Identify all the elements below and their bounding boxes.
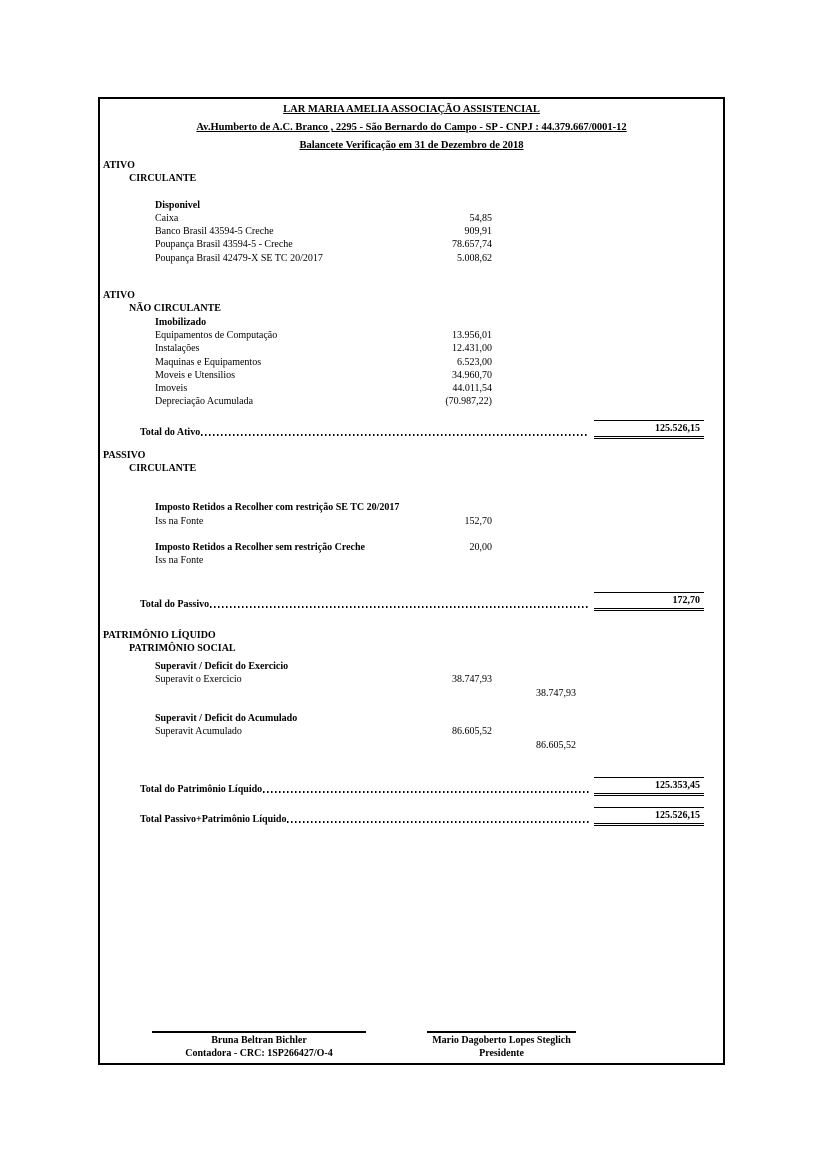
row-label: PASSIVO bbox=[103, 449, 146, 461]
total-label: Total do Patrimônio Líquido bbox=[140, 783, 263, 795]
total-row bbox=[100, 421, 723, 439]
page-subtitle: Balancete Verificação em 31 de Dezembro de 2018 bbox=[299, 140, 524, 151]
section-heading bbox=[100, 629, 723, 642]
row-label: Superavit / Deficit do Exercicio bbox=[155, 661, 289, 673]
row-label: CIRCULANTE bbox=[129, 463, 197, 475]
signature-left bbox=[152, 1031, 366, 1060]
row-label: CIRCULANTE bbox=[129, 173, 197, 185]
value-col1: 13.956,01 bbox=[452, 329, 492, 341]
balance-sheet-page bbox=[98, 97, 725, 1065]
spacer bbox=[100, 752, 723, 778]
account-row bbox=[100, 673, 723, 686]
row-label: Superavit o Exercicio bbox=[155, 674, 242, 686]
value-col2: 38.747,93 bbox=[536, 687, 576, 699]
spacer bbox=[100, 152, 723, 159]
group-heading bbox=[100, 541, 723, 554]
row-label: Imposto Retidos a Recolher sem restrição Creche bbox=[155, 541, 365, 553]
row-label: Superavit / Deficit do Acumulado bbox=[155, 713, 298, 725]
account-row bbox=[100, 356, 723, 369]
spacer bbox=[100, 611, 723, 629]
signature-left-title: Contadora - CRC: 1SP266427/O-4 bbox=[185, 1048, 333, 1059]
row-label: Poupança Brasil 43594-5 - Creche bbox=[155, 239, 293, 251]
section-heading bbox=[100, 449, 723, 462]
row-label: Iss na Fonte bbox=[155, 555, 204, 567]
dotted-leader bbox=[201, 434, 589, 436]
subsection-heading bbox=[100, 302, 723, 315]
group-heading bbox=[100, 199, 723, 212]
value-col1: 6.523,00 bbox=[457, 356, 492, 368]
account-row bbox=[100, 382, 723, 395]
page-address: Av.Humberto de A.C. Branco , 2295 - São Bernardo do Campo - SP - CNPJ : 44.379.667/0001-12 bbox=[196, 122, 627, 133]
value-col1: 34.960,70 bbox=[452, 369, 492, 381]
row-label: Caixa bbox=[155, 212, 179, 224]
account-row bbox=[100, 515, 723, 528]
row-label: Depreciação Acumulada bbox=[155, 396, 254, 408]
subtotal-row bbox=[100, 687, 723, 700]
account-row bbox=[100, 342, 723, 355]
account-row bbox=[100, 252, 723, 265]
spacer bbox=[100, 528, 723, 541]
account-row bbox=[100, 395, 723, 408]
row-label: NÃO CIRCULANTE bbox=[129, 303, 221, 315]
row-label: PATRIMÔNIO SOCIAL bbox=[129, 642, 236, 654]
value-col1: 78.657,74 bbox=[452, 239, 492, 251]
account-row bbox=[100, 225, 723, 238]
total-value: 172,70 bbox=[594, 592, 704, 611]
total-value: 125.526,15 bbox=[594, 807, 704, 826]
subsection-heading bbox=[100, 642, 723, 655]
total-value: 125.353,45 bbox=[594, 777, 704, 796]
group-heading bbox=[100, 660, 723, 673]
value-col1: 12.431,00 bbox=[452, 343, 492, 355]
row-label: Maquinas e Equipamentos bbox=[155, 356, 262, 368]
subsection-heading bbox=[100, 172, 723, 185]
row-label: Imobilizado bbox=[155, 316, 207, 328]
total-row bbox=[100, 808, 723, 826]
subsection-heading bbox=[100, 462, 723, 475]
value-col1: 5.008,62 bbox=[457, 252, 492, 264]
row-label: Imoveis bbox=[155, 383, 188, 395]
subtotal-row bbox=[100, 739, 723, 752]
value-col1: 909,91 bbox=[464, 226, 492, 238]
row-label: Banco Brasil 43594-5 Creche bbox=[155, 226, 274, 238]
total-row bbox=[100, 778, 723, 796]
row-label: Superavit Acumulado bbox=[155, 726, 242, 738]
value-col1: 152,70 bbox=[464, 515, 492, 527]
total-label: Total Passivo+Patrimônio Líquido bbox=[140, 813, 287, 825]
spacer bbox=[100, 568, 723, 593]
value-col2: 86.605,52 bbox=[536, 739, 576, 751]
spacer bbox=[100, 475, 723, 501]
row-label: PATRIMÔNIO LÍQUIDO bbox=[103, 629, 216, 641]
value-col1: 20,00 bbox=[469, 541, 492, 553]
section-heading bbox=[100, 289, 723, 302]
row-label: Poupança Brasil 42479-X SE TC 20/2017 bbox=[155, 252, 323, 264]
value-col1: (70.987,22) bbox=[445, 396, 492, 408]
signature-right-name: Mario Dagoberto Lopes Steglich bbox=[432, 1035, 571, 1046]
spacer bbox=[100, 186, 723, 199]
row-label: ATIVO bbox=[103, 160, 135, 171]
signature-left-name: Bruna Beltran Bichler bbox=[211, 1035, 307, 1046]
total-row bbox=[100, 593, 723, 611]
total-label: Total do Ativo bbox=[140, 426, 201, 438]
value-col1: 44.011,54 bbox=[452, 383, 492, 395]
page-title: LAR MARIA AMELIA ASSOCIAÇÃO ASSISTENCIAL bbox=[283, 104, 540, 115]
dotted-leader bbox=[210, 606, 589, 608]
group-heading bbox=[100, 501, 723, 514]
section-heading bbox=[100, 159, 723, 172]
signature-right bbox=[427, 1031, 576, 1060]
value-col1: 54,85 bbox=[469, 212, 492, 224]
spacer bbox=[100, 439, 723, 449]
group-heading bbox=[100, 712, 723, 725]
row-label: Imposto Retidos a Recolher com restrição SE TC 20/2017 bbox=[155, 502, 400, 514]
balance-rows bbox=[100, 152, 723, 826]
row-label: ATIVO bbox=[103, 290, 135, 302]
row-label: Moveis e Utensilios bbox=[155, 369, 235, 381]
spacer bbox=[100, 265, 723, 289]
account-row bbox=[100, 212, 723, 225]
account-row bbox=[100, 725, 723, 738]
total-label: Total do Passivo bbox=[140, 598, 210, 610]
account-row bbox=[100, 238, 723, 251]
group-heading bbox=[100, 316, 723, 329]
signature-right-title: Presidente bbox=[479, 1048, 524, 1059]
dotted-leader bbox=[263, 791, 589, 793]
row-label: Disponivel bbox=[155, 199, 201, 211]
row-label: Equipamentos de Computação bbox=[155, 329, 278, 341]
spacer bbox=[100, 700, 723, 712]
total-value: 125.526,15 bbox=[594, 420, 704, 439]
dotted-leader bbox=[287, 821, 589, 823]
row-label: Instalações bbox=[155, 343, 200, 355]
account-row bbox=[100, 369, 723, 382]
row-label: Iss na Fonte bbox=[155, 515, 204, 527]
value-col1: 38.747,93 bbox=[452, 674, 492, 686]
account-row bbox=[100, 329, 723, 342]
account-row bbox=[100, 554, 723, 567]
value-col1: 86.605,52 bbox=[452, 726, 492, 738]
